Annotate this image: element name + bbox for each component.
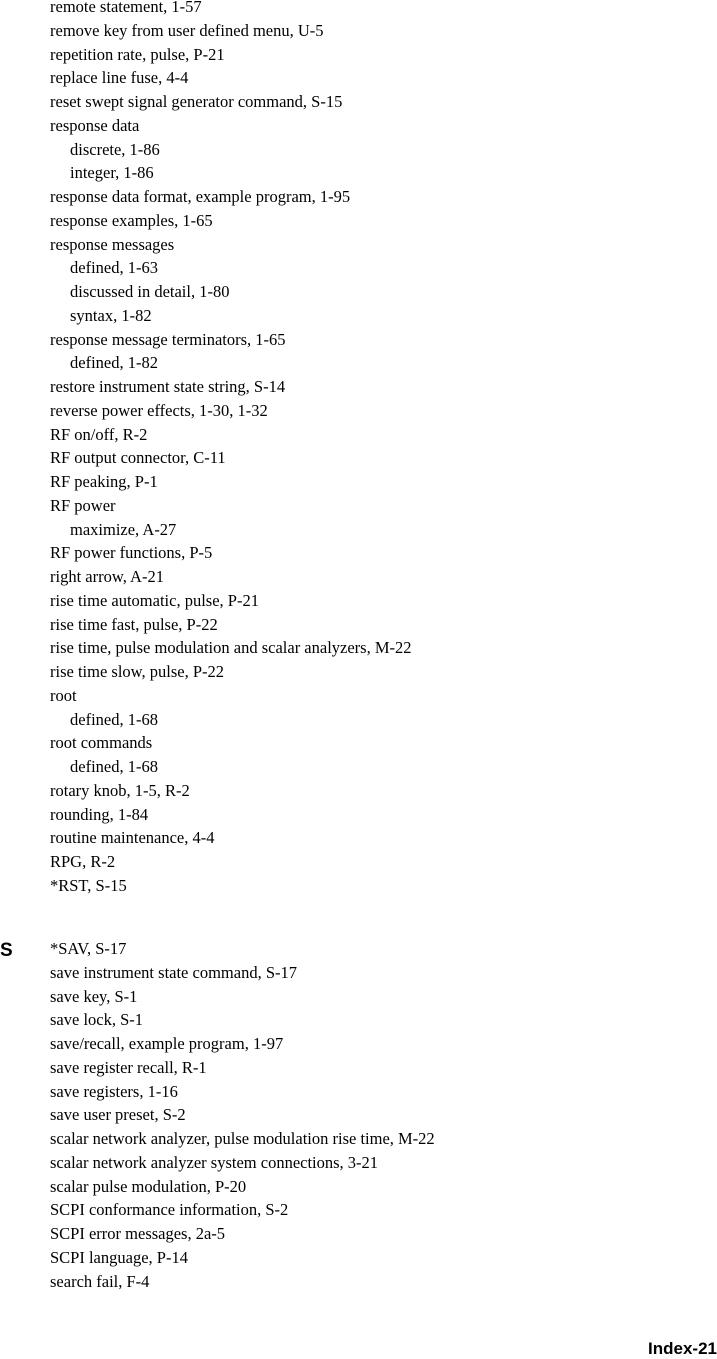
index-entry: save key, S-1 [50,986,138,1006]
section-letter-s: S [0,940,13,961]
index-entry: scalar pulse modulation, P-20 [50,1176,247,1196]
index-subentry: discussed in detail, 1-80 [70,282,230,301]
index-entry: response message terminators, 1-65 [50,329,286,349]
index-entry: response examples, 1-65 [50,210,213,230]
index-entry: RF power [50,495,116,515]
index-entry: replace line fuse, 4-4 [50,68,189,88]
index-entry: RPG, R-2 [50,852,116,871]
index-entry: *SAV, S-17 [50,939,127,958]
index-entry: scalar network analyzer system connections, 3-21 [50,1152,379,1172]
index-entry: right arrow, A-21 [50,567,164,586]
index-subentry: defined, 1-82 [70,353,158,373]
index-entry: search fail, F-4 [50,1271,150,1291]
index-section-s [0,937,717,1293]
index-subentry: defined, 1-68 [70,709,158,729]
index-entry: rise time, pulse modulation and scalar analyzers, M-22 [50,638,412,658]
index-entry: SCPI language, P-14 [50,1247,188,1267]
index-entry: remote statement, 1-57 [50,0,202,16]
index-entry: RF power functions, P-5 [50,543,213,563]
index-entry: rotary knob, 1-5, R-2 [50,780,190,800]
page-number: Index-21 [648,1339,717,1358]
index-entry: save instrument state command, S-17 [50,962,297,982]
index-subentry: discrete, 1-86 [70,139,160,159]
index-subentry: defined, 1-68 [70,757,158,776]
index-entry: save/recall, example program, 1-97 [50,1034,284,1053]
index-entry: root [50,685,77,705]
index-entry: scalar network analyzer, pulse modulation rise time, M-22 [50,1129,435,1148]
index-entry: save registers, 1-16 [50,1081,178,1101]
index-entry: save lock, S-1 [50,1010,144,1030]
index-entry: RF on/off, R-2 [50,424,148,444]
index-subentry: maximize, A-27 [70,519,177,539]
index-entry: save user preset, S-2 [50,1105,186,1125]
index-entry: response data format, example program, 1-95 [50,187,351,206]
index-entry: SCPI conformance information, S-2 [50,1200,289,1220]
index-entry: repetition rate, pulse, P-21 [50,44,225,64]
index-entry: rise time slow, pulse, P-22 [50,662,224,681]
index-entry: restore instrument state string, S-14 [50,377,286,396]
index-entry: reset swept signal generator command, S-15 [50,92,343,111]
index-entry: rise time automatic, pulse, P-21 [50,590,259,610]
index-entry: SCPI error messages, 2a-5 [50,1224,226,1243]
index-entry: root commands [50,733,153,753]
index-entry: save register recall, R-1 [50,1057,207,1077]
index-subentry: integer, 1-86 [70,163,154,183]
index-entry: *RST, S-15 [50,875,127,895]
index-entry: response data [50,115,140,135]
index-entry: RF peaking, P-1 [50,472,158,491]
index-entry: rise time fast, pulse, P-22 [50,614,218,634]
index-entry: rounding, 1-84 [50,804,149,824]
index-subentry: defined, 1-63 [70,258,158,278]
index-subentry: syntax, 1-82 [70,305,152,325]
index-entry: reverse power effects, 1-30, 1-32 [50,400,268,420]
index-entry: routine maintenance, 4-4 [50,828,215,848]
index-entry: response messages [50,234,175,254]
index-entry: RF output connector, C-11 [50,448,226,468]
index-entry: remove key from user defined menu, U-5 [50,20,324,40]
